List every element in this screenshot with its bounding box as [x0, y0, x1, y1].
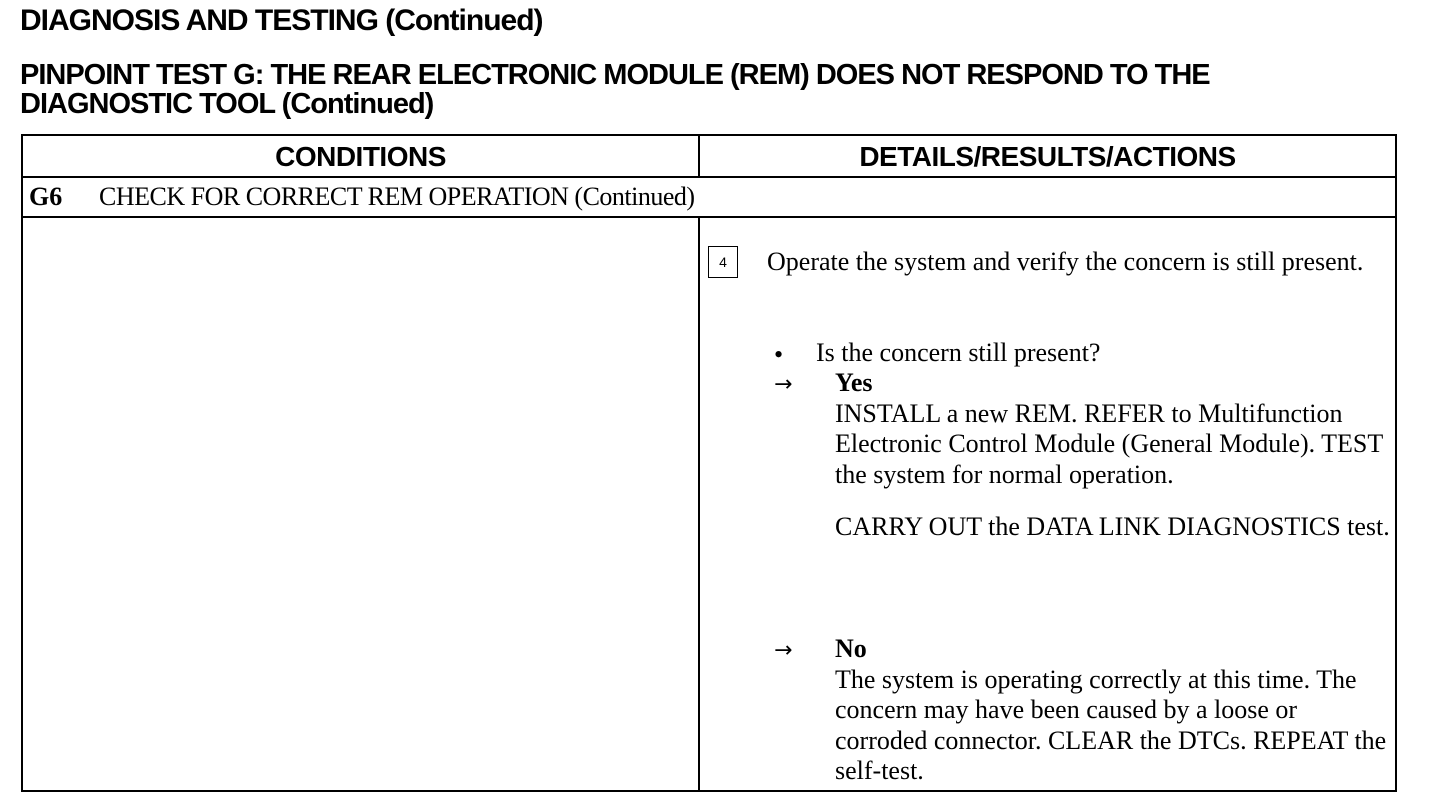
answer-yes-label: Yes	[835, 368, 873, 397]
substep-instruction: Operate the system and verify the concern is still present.	[767, 247, 1364, 276]
answer-no-label: No	[835, 634, 867, 663]
answer-yes	[835, 368, 1395, 543]
arrow-right-icon: →	[774, 638, 793, 663]
step-title: CHECK FOR CORRECT REM OPERATION (Continued)	[99, 182, 695, 211]
arrow-right-icon: →	[774, 372, 793, 397]
section-title: DIAGNOSIS AND TESTING (Continued)	[20, 4, 543, 37]
substep-number-box: 4	[708, 246, 738, 278]
test-title-line-2: DIAGNOSTIC TOOL (Continued)	[20, 88, 434, 120]
answer-yes-text-2: CARRY OUT the DATA LINK DIAGNOSTICS test.	[835, 512, 1390, 541]
substep-question: Is the concern still present?	[816, 338, 1101, 367]
bullet-icon: •	[774, 340, 784, 369]
step-id: G6	[29, 182, 63, 211]
step-row	[23, 178, 1395, 218]
pinpoint-test-title	[20, 61, 1400, 119]
details-column-header: DETAILS/RESULTS/ACTIONS	[859, 141, 1236, 172]
column-divider-header	[698, 136, 700, 176]
answer-no	[835, 634, 1395, 787]
column-divider-body	[698, 218, 700, 790]
test-title-line-1: PINPOINT TEST G: THE REAR ELECTRONIC MODULE (REM) DOES NOT RESPOND TO THE	[20, 59, 1210, 91]
conditions-column-header: CONDITIONS	[275, 141, 446, 172]
answer-yes-text-1: INSTALL a new REM. REFER to Multifunction Electronic Control Module (General Module). TEST the system for normal operation.	[835, 398, 1383, 489]
pinpoint-test-table	[21, 134, 1397, 792]
table-header-row	[23, 136, 1395, 178]
answer-no-text: The system is operating correctly at this time. The concern may have been caused by a loose or corroded connector. CLEAR the DTCs. REPEAT the self-test.	[835, 664, 1387, 785]
